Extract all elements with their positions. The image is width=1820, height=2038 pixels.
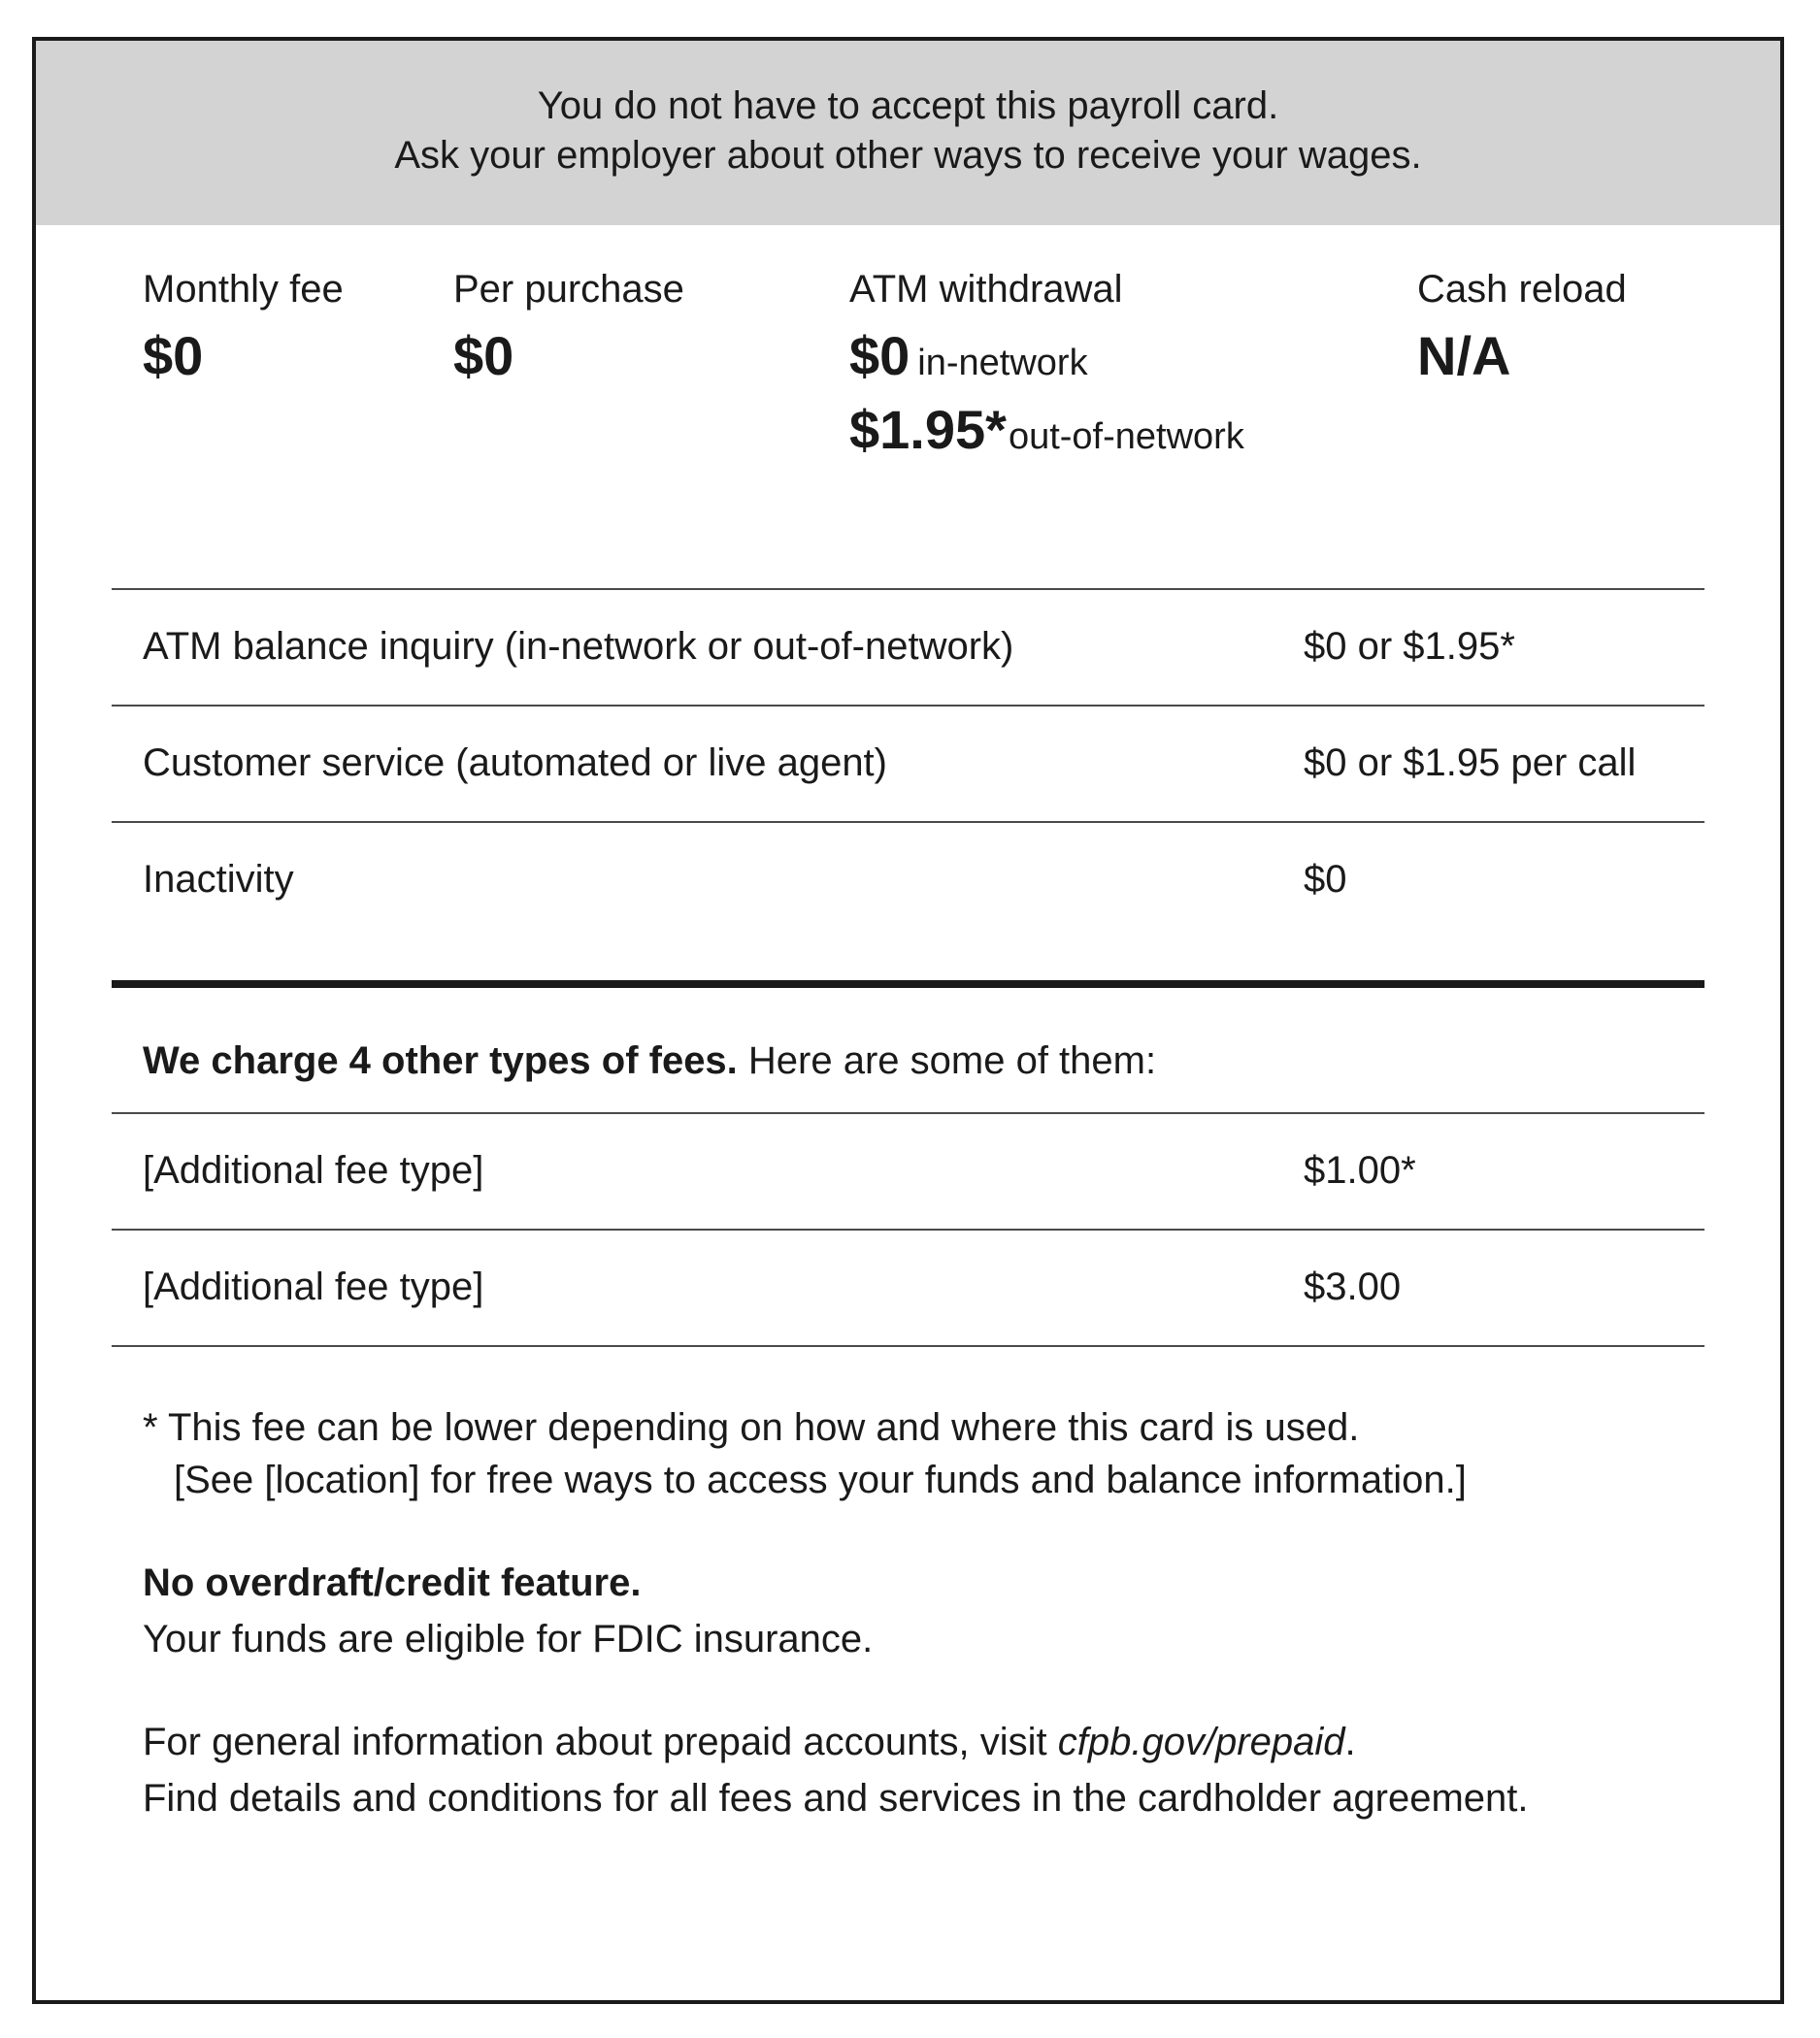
atm-in-network-amount: $0 [849, 325, 910, 387]
fee-value: $0 [1304, 858, 1347, 902]
atm-out-of-network-qualifier: out-of-network [1008, 415, 1244, 457]
monthly-fee-label: Monthly fee [143, 268, 344, 312]
other-fees-table [112, 1112, 1704, 1347]
atm-withdrawal-amount-out-of-network [849, 400, 1244, 460]
fee-name: [Additional fee type] [143, 1149, 484, 1193]
secondary-fee-table [112, 588, 1704, 988]
table-row [112, 823, 1704, 937]
per-purchase-label: Per purchase [453, 268, 684, 312]
atm-withdrawal-amount-in-network [849, 326, 1244, 386]
table-row [112, 1114, 1704, 1229]
banner-line-1: You do not have to accept this payroll card. [537, 84, 1279, 127]
fee-column-cash-reload [1417, 268, 1627, 386]
atm-in-network-qualifier: in-network [917, 343, 1088, 384]
short-form-fee-disclosure-box [32, 37, 1784, 2004]
footnote-line-2: [See [location] for free ways to access your funds and balance information.] [174, 1459, 1467, 1502]
monthly-fee-amount: $0 [143, 325, 204, 387]
fdic-statement: Your funds are eligible for FDIC insurance. [143, 1618, 874, 1661]
atm-out-of-network-amount: $1.95* [849, 398, 1007, 460]
fee-body [36, 268, 1780, 1824]
no-overdraft-statement: No overdraft/credit feature. [143, 1561, 642, 1605]
general-info-suffix: . [1344, 1721, 1356, 1764]
fee-value: $0 or $1.95* [1304, 625, 1515, 669]
other-fees-heading [143, 1038, 1704, 1083]
table-row [112, 590, 1704, 705]
atm-withdrawal-label: ATM withdrawal [849, 268, 1123, 312]
fee-value: $1.00* [1304, 1149, 1416, 1193]
cash-reload-label: Cash reload [1417, 268, 1627, 312]
fee-column-per-purchase [453, 268, 684, 386]
closing-block [143, 1557, 1704, 1824]
other-fees-heading-bold: We charge 4 other types of fees. [143, 1039, 738, 1083]
fee-column-atm-withdrawal [849, 268, 1244, 459]
general-information-statement [143, 1716, 1704, 1768]
per-purchase-amount: $0 [453, 325, 514, 387]
fee-column-monthly-fee [143, 268, 344, 386]
primary-fee-grid [112, 268, 1704, 578]
footnote-line-1: * This fee can be lower depending on how and where this card is used. [143, 1406, 1360, 1450]
acceptance-notice-banner [36, 41, 1780, 225]
fee-name: Customer service (automated or live agent) [143, 741, 887, 785]
general-info-prefix: For general information about prepaid accounts, visit [143, 1721, 1058, 1764]
divider [112, 1345, 1704, 1347]
table-row [112, 1231, 1704, 1345]
table-row [112, 707, 1704, 821]
cfpb-prepaid-link[interactable]: cfpb.gov/prepaid [1057, 1721, 1345, 1764]
section-divider [112, 980, 1704, 988]
cash-reload-amount: N/A [1417, 325, 1511, 387]
fee-value: $3.00 [1304, 1266, 1402, 1309]
cardholder-agreement-statement: Find details and conditions for all fees and services in the cardholder agreement. [143, 1777, 1529, 1821]
fee-name: Inactivity [143, 858, 294, 902]
banner-line-2: Ask your employer about other ways to receive your wages. [394, 134, 1422, 178]
other-fees-heading-rest: Here are some of them: [737, 1039, 1157, 1083]
footnote-block [143, 1401, 1704, 1506]
fee-value: $0 or $1.95 per call [1304, 741, 1637, 785]
fee-name: [Additional fee type] [143, 1266, 484, 1309]
fee-name: ATM balance inquiry (in-network or out-of-network) [143, 625, 1014, 669]
